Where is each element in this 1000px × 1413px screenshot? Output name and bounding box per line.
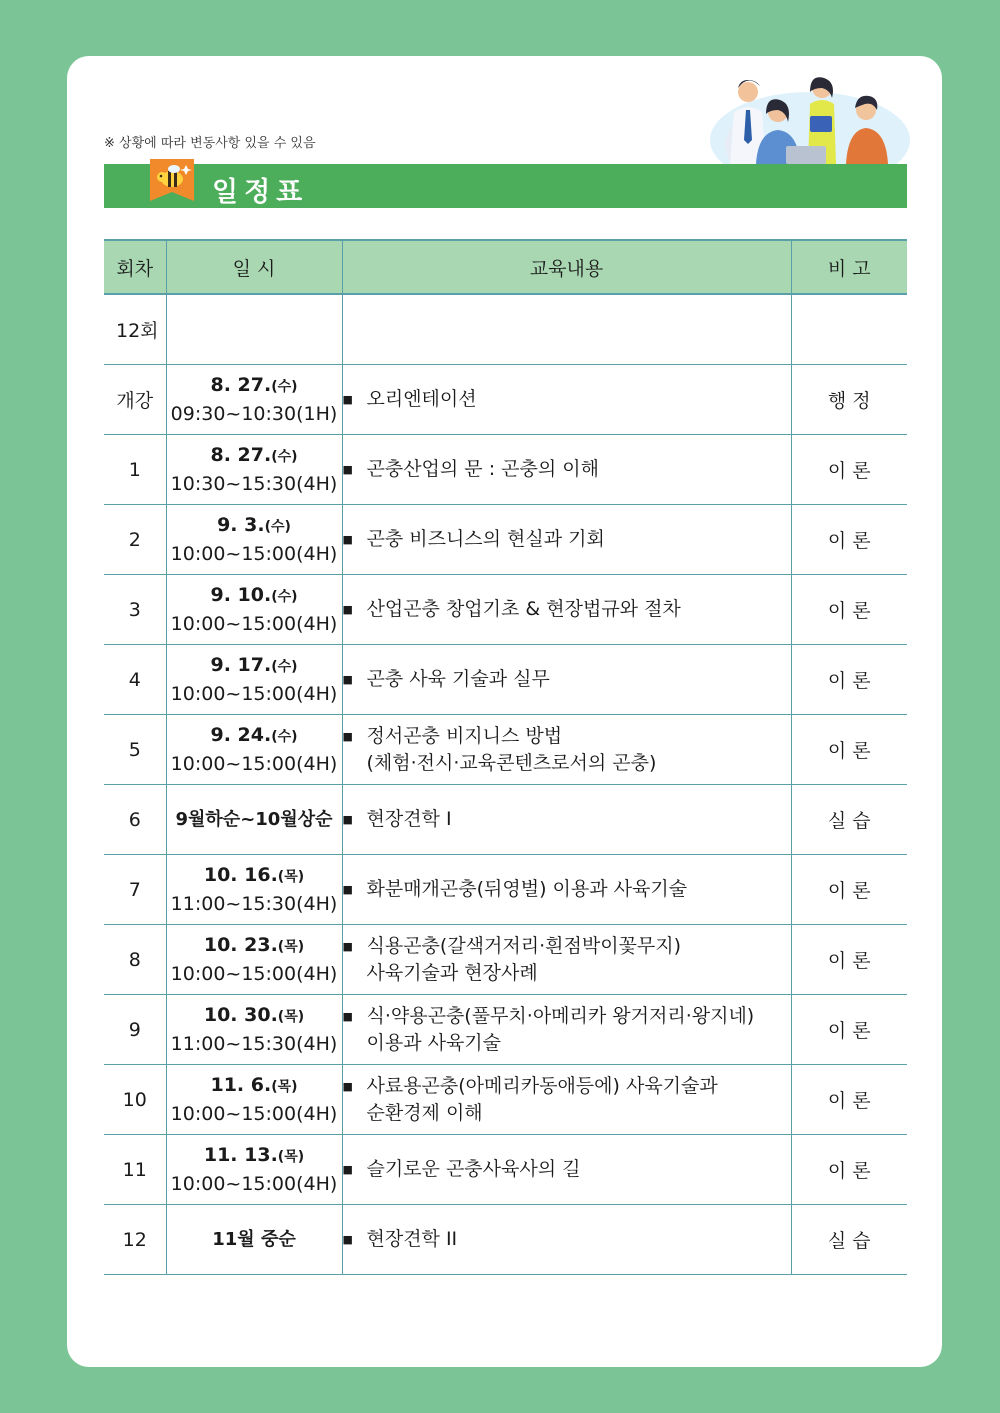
session-date-cell: [166, 995, 342, 1065]
table-row: [104, 715, 907, 785]
session-date-cell: [166, 1065, 342, 1135]
session-date-cell: [166, 855, 342, 925]
session-content: [342, 505, 791, 575]
header-no: 회차: [104, 240, 166, 294]
session-type: 이 론: [791, 575, 907, 645]
session-time: 10:30~15:30(4H): [170, 472, 338, 495]
session-type: 이 론: [791, 925, 907, 995]
session-number: 4: [104, 645, 166, 715]
session-date-line: [167, 1142, 342, 1171]
session-weekday: (목): [277, 938, 305, 955]
session-time: 10:00~15:00(4H): [170, 752, 338, 775]
session-type: 이 론: [791, 435, 907, 505]
bee-icon: [150, 159, 194, 201]
session-date-cell: [166, 645, 342, 715]
content-text: 사료용곤충(아메리카동애등에) 사육기술과: [366, 1074, 718, 1097]
session-date: 9. 3.: [217, 513, 265, 536]
session-date: 9. 24.: [210, 723, 272, 746]
content-text: 곤충 비즈니스의 현실과 기회: [366, 528, 605, 550]
square-bullet-icon: ■: [342, 673, 353, 686]
content-line: [343, 526, 791, 553]
session-content: [342, 294, 791, 365]
session-period: 9월하순~10월상순: [175, 809, 333, 830]
content-line: [343, 1003, 791, 1030]
session-date: 11. 13.: [203, 1143, 278, 1166]
table-row: [104, 645, 907, 715]
table-row: [104, 1205, 907, 1275]
session-number: 1: [104, 435, 166, 505]
session-type: 이 론: [791, 505, 907, 575]
content-line: [343, 386, 791, 413]
table-row: [104, 855, 907, 925]
content-line: [343, 596, 791, 623]
content-line: [343, 1030, 791, 1057]
session-date: 9. 10.: [210, 583, 272, 606]
table-row: [104, 294, 907, 365]
session-date-line: [167, 582, 342, 611]
content-text: 현장견학 II: [366, 1228, 458, 1250]
session-number: 12회: [104, 294, 166, 365]
session-date: 10. 16.: [203, 863, 278, 886]
session-weekday: (수): [271, 448, 298, 465]
session-date-cell: [166, 1135, 342, 1205]
session-type: 이 론: [791, 715, 907, 785]
content-text: 오리엔테이션: [366, 388, 477, 410]
session-content: [342, 365, 791, 435]
square-bullet-icon: ■: [342, 729, 353, 743]
content-line: [343, 750, 791, 777]
session-content: [342, 575, 791, 645]
content-text: 사육기술과 현장사례: [366, 961, 538, 984]
session-weekday: (수): [271, 378, 298, 395]
schedule-body: [104, 294, 907, 1275]
square-bullet-icon: ■: [342, 393, 353, 406]
content-text: 슬기로운 곤충사육사의 길: [366, 1158, 581, 1180]
session-content: [342, 1205, 791, 1275]
content-text: 순환경제 이해: [366, 1101, 483, 1124]
square-bullet-icon: ■: [342, 463, 353, 476]
session-date: 10. 23.: [203, 933, 278, 956]
content-line: [343, 806, 791, 833]
session-time: 10:00~15:00(4H): [170, 962, 338, 985]
square-bullet-icon: ■: [342, 813, 353, 826]
session-content: [342, 995, 791, 1065]
content-text: 이용과 사육기술: [366, 1031, 502, 1054]
session-content: [342, 645, 791, 715]
session-date-cell: [166, 365, 342, 435]
session-weekday: (수): [271, 658, 298, 675]
session-number: 11: [104, 1135, 166, 1205]
table-row: [104, 1135, 907, 1205]
header-date: 일 시: [166, 240, 342, 294]
content-text: 식용곤충(갈색거저리·흰점박이꽃무지): [366, 934, 682, 957]
content-text: 곤충산업의 문 : 곤충의 이해: [366, 458, 599, 480]
session-number: 8: [104, 925, 166, 995]
session-weekday: (목): [271, 1078, 298, 1095]
session-date-line: [167, 442, 342, 471]
table-row: [104, 365, 907, 435]
session-date: 11. 6.: [210, 1073, 272, 1096]
session-weekday: (수): [271, 728, 298, 745]
session-date-cell: [166, 1205, 342, 1275]
square-bullet-icon: ■: [342, 1079, 353, 1093]
session-weekday: (수): [264, 518, 291, 535]
square-bullet-icon: ■: [342, 939, 353, 953]
content-line: [343, 1100, 791, 1127]
session-time: 10:00~15:00(4H): [170, 612, 338, 635]
square-bullet-icon: ■: [342, 1233, 353, 1246]
session-time: 10:00~15:00(4H): [170, 1102, 338, 1125]
session-weekday: (목): [277, 1008, 305, 1025]
session-content: [342, 785, 791, 855]
session-time: 10:00~15:00(4H): [170, 1172, 338, 1195]
session-date-cell: [166, 294, 342, 365]
session-date-line: [167, 862, 342, 891]
content-text: 곤충 사육 기술과 실무: [366, 668, 550, 690]
table-row: [104, 995, 907, 1065]
table-header-row: [104, 240, 907, 294]
session-date-cell: [166, 505, 342, 575]
session-date-line: [167, 1002, 342, 1031]
content-text: 산업곤충 창업기초 & 현장법규와 절차: [366, 598, 681, 620]
session-content: [342, 1065, 791, 1135]
square-bullet-icon: ■: [342, 883, 353, 896]
content-line: [343, 933, 791, 960]
session-number: 5: [104, 715, 166, 785]
session-type: 실 습: [791, 785, 907, 855]
session-number: 2: [104, 505, 166, 575]
session-weekday: (목): [277, 868, 305, 885]
session-number: 9: [104, 995, 166, 1065]
session-date-line: [167, 1072, 342, 1101]
table-row: [104, 925, 907, 995]
session-type: 이 론: [791, 1135, 907, 1205]
session-number: 10: [104, 1065, 166, 1135]
session-time: 10:00~15:00(4H): [170, 682, 338, 705]
table-row: [104, 785, 907, 855]
session-content: [342, 435, 791, 505]
content-line: [343, 666, 791, 693]
session-weekday: (목): [277, 1148, 305, 1165]
square-bullet-icon: ■: [342, 1163, 353, 1176]
session-number: 7: [104, 855, 166, 925]
team-illustration: [700, 70, 910, 164]
content-line: [343, 960, 791, 987]
session-date-cell: [166, 575, 342, 645]
session-type: 행 정: [791, 365, 907, 435]
content-line: [343, 1073, 791, 1100]
content-line: [343, 1226, 791, 1253]
page-title: 일정표: [212, 177, 309, 208]
content-line: [343, 723, 791, 750]
session-date-cell: [166, 785, 342, 855]
square-bullet-icon: ■: [342, 533, 353, 546]
title-bar: [104, 164, 907, 208]
session-type: [791, 294, 907, 365]
session-date-line: [167, 652, 342, 681]
content-line: [343, 876, 791, 903]
session-type: 이 론: [791, 1065, 907, 1135]
session-date-cell: [166, 925, 342, 995]
content-text: 정서곤충 비지니스 방법: [366, 724, 563, 747]
content-line: [343, 1156, 791, 1183]
session-number: 3: [104, 575, 166, 645]
session-type: 실 습: [791, 1205, 907, 1275]
session-time: 11:00~15:30(4H): [170, 1032, 338, 1055]
session-date-line: [167, 372, 342, 401]
table-row: [104, 505, 907, 575]
session-time: 09:30~10:30(1H): [170, 402, 338, 425]
content-line: [343, 456, 791, 483]
session-number: 6: [104, 785, 166, 855]
notice-text: ※ 상황에 따라 변동사항 있을 수 있음: [104, 136, 316, 151]
session-date-line: [167, 932, 342, 961]
schedule-table: [104, 239, 907, 1275]
square-bullet-icon: ■: [342, 1009, 353, 1023]
session-date-cell: [166, 435, 342, 505]
session-time: 11:00~15:30(4H): [170, 892, 338, 915]
session-content: [342, 715, 791, 785]
session-date: 10. 30.: [203, 1003, 278, 1026]
session-content: [342, 1135, 791, 1205]
table-row: [104, 1065, 907, 1135]
session-date-line: [167, 512, 342, 541]
session-type: 이 론: [791, 855, 907, 925]
content-text: 현장견학 I: [366, 808, 452, 830]
table-row: [104, 575, 907, 645]
session-date: 8. 27.: [210, 373, 272, 396]
table-row: [104, 435, 907, 505]
session-type: 이 론: [791, 995, 907, 1065]
session-date: 9. 17.: [210, 653, 272, 676]
header-content: 교육내용: [342, 240, 791, 294]
session-content: [342, 925, 791, 995]
session-number: 개강: [104, 365, 166, 435]
session-weekday: (수): [271, 588, 298, 605]
session-date: 8. 27.: [210, 443, 272, 466]
content-text: 식·약용곤충(풀무치·아메리카 왕거저리·왕지네): [366, 1004, 755, 1027]
header-note: 비 고: [791, 240, 907, 294]
session-time: 10:00~15:00(4H): [170, 542, 338, 565]
session-date-line: [167, 722, 342, 751]
content-text: (체험·전시·교육콘텐츠로서의 곤충): [366, 751, 657, 774]
session-number: 12: [104, 1205, 166, 1275]
content-text: 화분매개곤충(뒤영벌) 이용과 사육기술: [366, 878, 688, 900]
session-content: [342, 855, 791, 925]
session-date-cell: [166, 715, 342, 785]
session-period: 11월 중순: [212, 1229, 296, 1250]
session-type: 이 론: [791, 645, 907, 715]
square-bullet-icon: ■: [342, 603, 353, 616]
